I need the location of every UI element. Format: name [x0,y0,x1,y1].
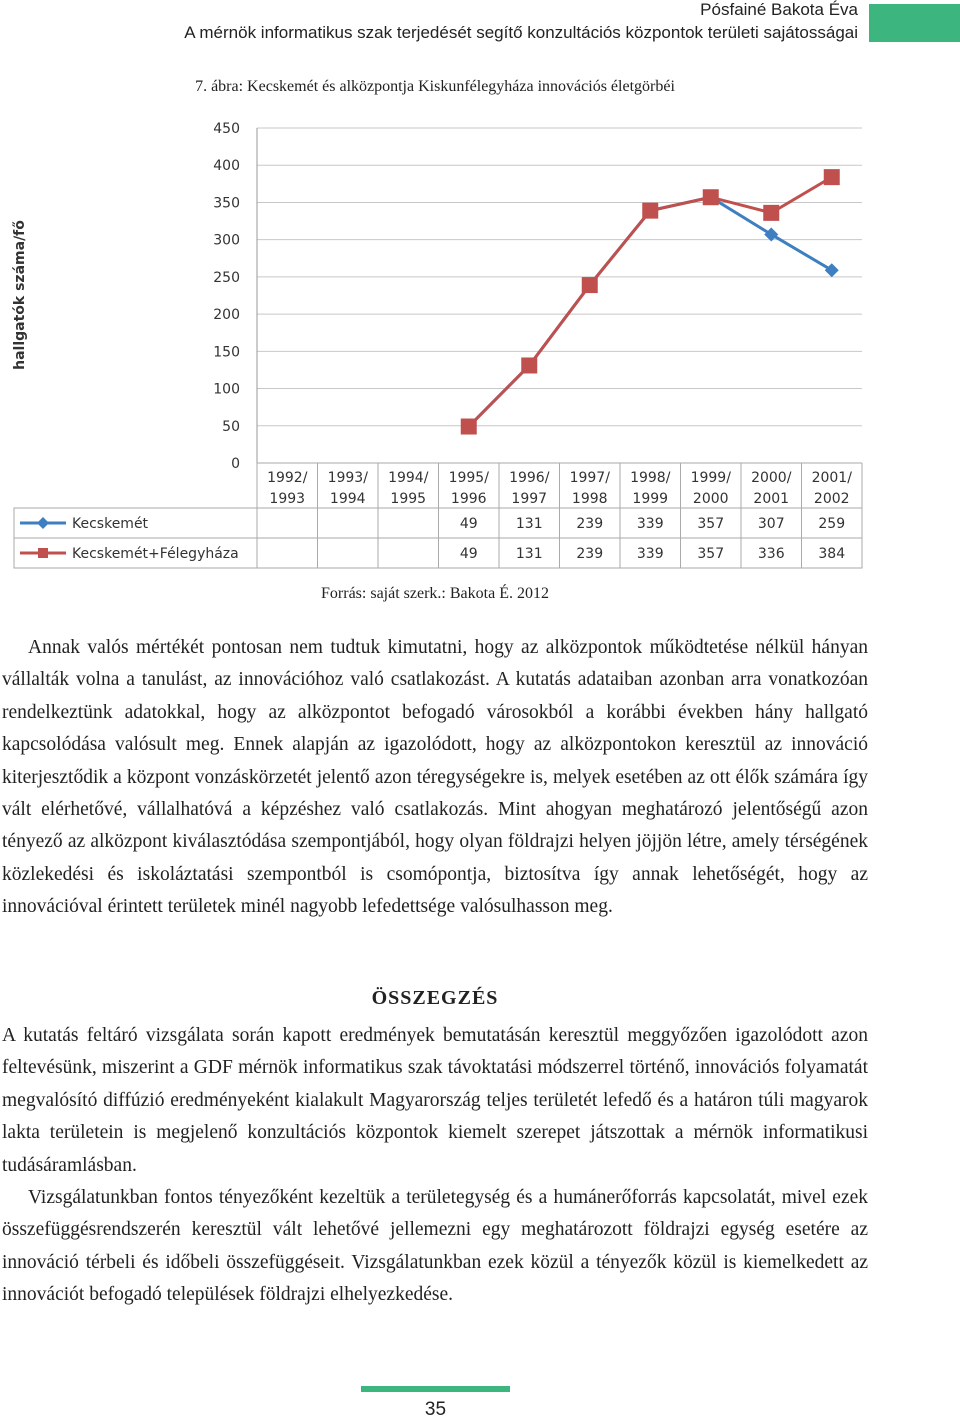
summary-paragraph-1: A kutatás feltáró vizsgálata során kapott eredmények bemutatásán keresztül meggyőzően igazolódott azon feltevésünk, miszerint a GDF mérnök informatikus szak távoktatási módszerrel történő, innovációs folyamatát megvalósító diffúzió eredményeként kialakult Magyarország teljes területét lefedő és a határon túli magyarok lakta területein is megjelenő konzultációs központok kiemelt szerepet játszottak a mérnök informatikusi tudásáramlásban. [2,1025,868,1176]
table-value: 131 [515,516,543,532]
header-subtitle: A mérnök informatikus szak terjedését segítő konzultációs központok területi sajátosságai [184,23,858,42]
data-point [824,169,840,185]
footer-accent-bar [361,1386,510,1392]
table-value: 49 [459,516,478,532]
legend-marker [38,548,48,558]
table-value: 339 [636,516,664,532]
x-category-label: 1995 [390,491,427,507]
y-tick-label: 150 [213,344,240,361]
summary-paragraph-2: Vizsgálatunkban fontos tényezőként kezeltük a területegység és a humánerőforrás kapcsolatát, mivel ezek összefüggésrendszerén keresztül vált lehetővé jellemezni egy meghatározott földrajzi egység esetére az innováció térbeli és időbeli összefüggéseit. Vizsgálatunkban ezek közül a tényezők közül is kiemelkedett az innovációt befogadó települések földrajzi elhelyezkedése. [2,1187,868,1306]
data-point [703,189,719,205]
data-point [521,357,537,373]
legend-label: Kecskemét [72,516,149,532]
x-category-label: 2000/ [751,470,792,486]
summary-paragraphs [2,1020,868,1312]
table-value: 336 [757,546,785,562]
data-point [763,205,779,221]
x-category-label: 1995/ [448,470,489,486]
y-tick-label: 300 [213,232,240,249]
table-value: 357 [697,546,725,562]
x-category-label: 1993/ [327,470,368,486]
x-category-label: 2002 [813,491,850,507]
x-category-label: 1996 [450,491,487,507]
table-value: 49 [459,546,478,562]
header-author: Pósfainé Bakota Éva [700,0,858,19]
y-tick-label: 350 [213,195,240,212]
table-value: 259 [818,516,846,532]
y-tick-label: 250 [213,269,240,286]
x-category-label: 1997/ [569,470,610,486]
page-number: 35 [424,1399,447,1420]
table-value: 239 [576,546,604,562]
x-category-label: 1999/ [690,470,731,486]
figure-source: Forrás: saját szerk.: Bakota É. 2012 [321,585,549,602]
y-tick-label: 200 [213,307,240,324]
line-chart [0,110,870,576]
x-category-label: 2001 [753,491,790,507]
x-category-label: 1994/ [388,470,429,486]
y-axis-label: hallgatók száma/fő [12,220,28,370]
y-tick-label: 450 [213,121,240,137]
table-value: 131 [515,546,543,562]
x-category-label: 2001/ [811,470,852,486]
y-tick-label: 50 [222,418,240,435]
x-category-label: 1994 [329,491,366,507]
table-value: 239 [576,516,604,532]
data-point [582,277,598,293]
header-accent-bar [869,4,960,42]
y-tick-label: 100 [213,381,240,398]
x-category-label: 1996/ [509,470,550,486]
x-category-label: 2000 [692,491,729,507]
table-value: 339 [636,546,664,562]
x-category-label: 1998 [571,491,608,507]
data-point [642,203,658,219]
x-category-label: 1997 [511,491,548,507]
x-category-label: 1998/ [630,470,671,486]
y-tick-label: 0 [231,456,240,472]
x-category-label: 1992/ [267,470,308,486]
table-value: 384 [818,546,846,562]
paragraph-text: Annak valós mértékét pontosan nem tudtuk kimutatni, hogy az alközpontok működtetése nélkül hányan vállalták volna a tanulást, az innovációhoz való csatlakozást. A kutatás adataiban azonban arra vonatkozóan rendelkeztünk adatokkal, hogy az alközpontot befogadó városokból a korábbi években hány hallgató kapcsolódása valósult meg. Ennek alapján az igazolódott, hogy az alközpontokon keresztül az innováció kiterjesztődik a központ vonzáskörzetét jelentő azon téregységekre is, melyek esetében az ott élők számára így vált elérhetővé, vállalhatóvá a képzéshez való csatlakozás. Mint ahogyan meghatározó jelentőségű azon tényező az alközpont kiválasztódása szempontjából, hogy olyan földrajzi helyen jöjjön létre, amely térségének közlekedési és iskoláztatási szempontból is csomópontja, biztosítva így annak lehetőségét, hogy az innovációval érintett területek minél nagyobb lefedettsége valósulhasson meg. [2,637,868,918]
data-point [461,419,477,435]
table-value: 307 [757,516,785,532]
section-heading: ÖSSZEGZÉS [371,987,499,1009]
x-category-label: 1999 [632,491,669,507]
y-tick-label: 400 [213,158,240,175]
legend-label: Kecskemét+Félegyháza [72,546,239,562]
body-paragraph-1 [2,632,868,924]
figure-caption: 7. ábra: Kecskemét és alközpontja Kiskunfélegyháza innovációs életgörbéi [195,78,675,95]
x-category-label: 1993 [269,491,306,507]
table-value: 357 [697,516,725,532]
